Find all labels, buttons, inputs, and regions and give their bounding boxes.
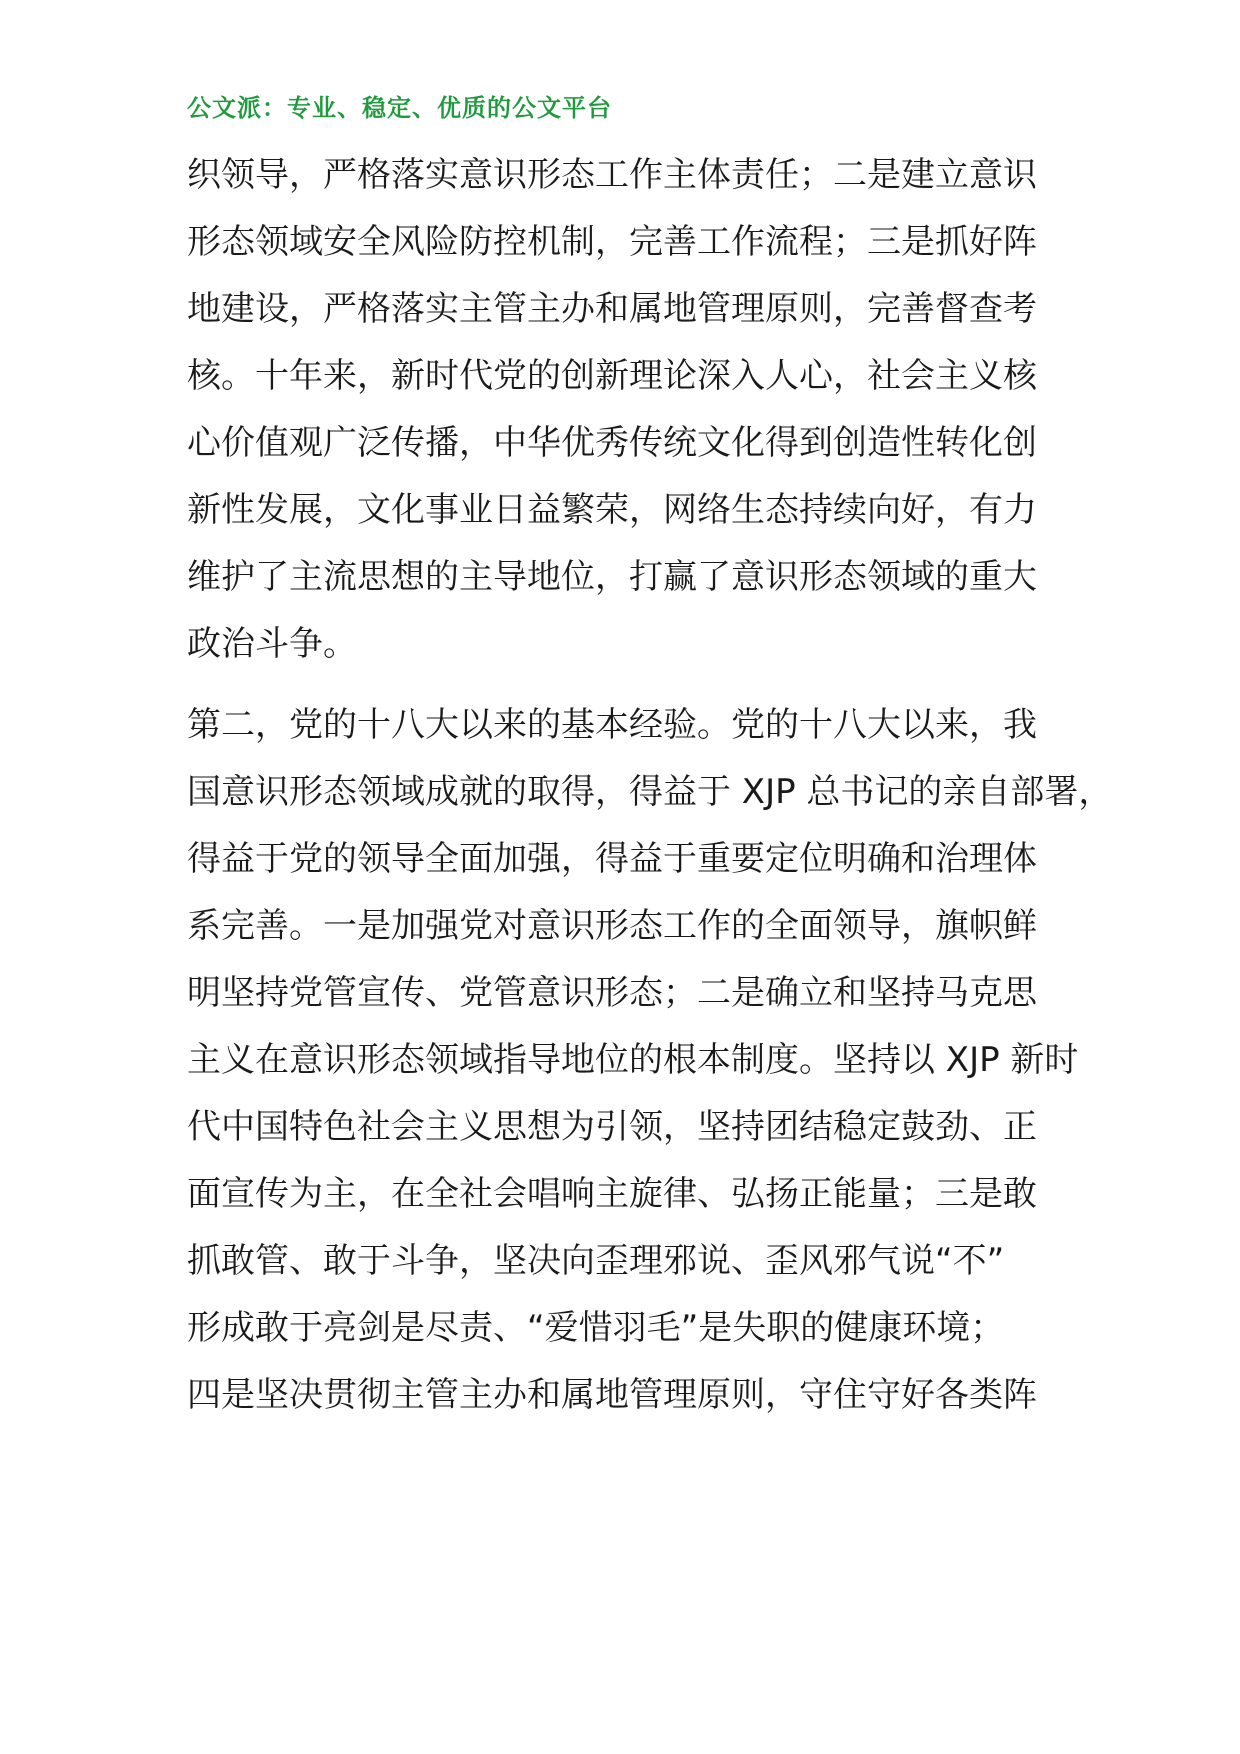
body-line: 形态领域安全风险防控机制，完善工作流程；三是抓好阵 — [187, 222, 1037, 262]
body-line: 得益于党的领导全面加强，得益于重要定位明确和治理体 — [187, 839, 1037, 879]
body-line: 抓敢管、敢于斗争，坚决向歪理邪说、歪风邪气说“不” — [187, 1241, 1005, 1281]
body-line: 地建设，严格落实主管主办和属地管理原则，完善督查考 — [187, 289, 1037, 329]
body-line: 四是坚决贯彻主管主办和属地管理原则，守住守好各类阵 — [187, 1375, 1037, 1415]
body-line: 系完善。一是加强党对意识形态工作的全面领导，旗帜鲜 — [187, 906, 1037, 946]
body-line: 政治斗争。 — [187, 624, 357, 664]
body-line: 代中国特色社会主义思想为引领，坚持团结稳定鼓劲、正 — [187, 1107, 1037, 1147]
body-line: 主义在意识形态领域指导地位的根本制度。坚持以 XJP 新时 — [187, 1040, 1079, 1080]
body-line: 维护了主流思想的主导地位，打赢了意识形态领域的重大 — [187, 557, 1037, 597]
body-line: 明坚持党管宣传、党管意识形态；二是确立和坚持马克思 — [187, 973, 1037, 1013]
body-line: 国意识形态领域成就的取得，得益于 XJP 总书记的亲自部署， — [187, 772, 1113, 812]
body-line: 心价值观广泛传播，中华优秀传统文化得到创造性转化创 — [187, 423, 1037, 463]
body-line: 织领导，严格落实意识形态工作主体责任；二是建立意识 — [187, 155, 1037, 195]
body-line: 形成敢于亮剑是尽责、“爱惜羽毛”是失职的健康环境； — [187, 1308, 1005, 1348]
header-tagline: 公文派：专业、稳定、优质的公文平台 — [187, 94, 612, 122]
body-line: 核。十年来，新时代党的创新理论深入人心，社会主义核 — [187, 356, 1037, 396]
body-line: 面宣传为主，在全社会唱响主旋律、弘扬正能量；三是敢 — [187, 1174, 1037, 1214]
body-line: 新性发展，文化事业日益繁荣，网络生态持续向好，有力 — [187, 490, 1037, 530]
body-line: 第二，党的十八大以来的基本经验。党的十八大以来，我 — [187, 705, 1037, 745]
